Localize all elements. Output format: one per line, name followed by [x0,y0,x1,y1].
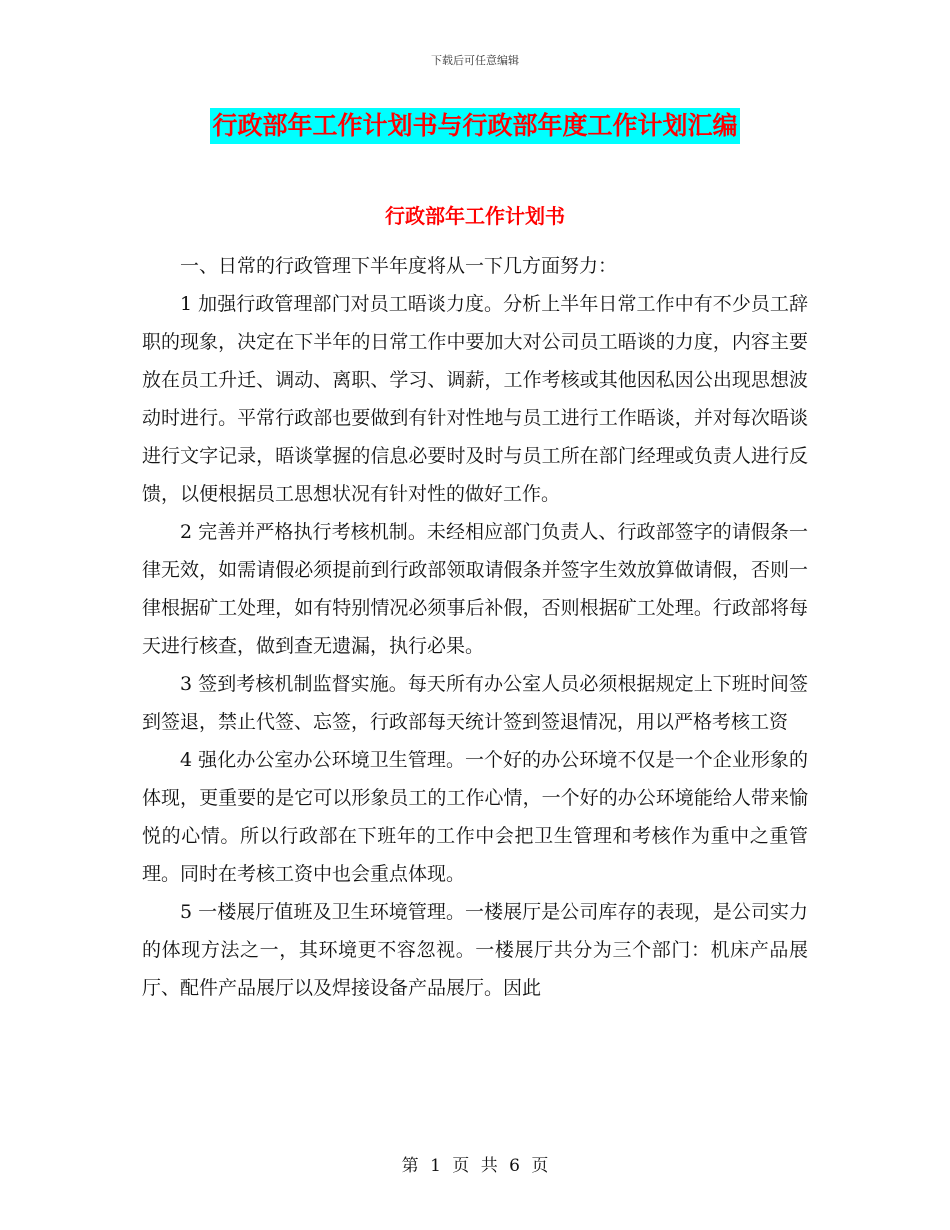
paragraph-item-3: 3 签到考核机制监督实施。每天所有办公室人员必须根据规定上下班时间签到签退，禁止代签、忘签，行政部每天统计签到签退情况，用以严格考核工资 [142,673,808,733]
paragraph-item-2: 2 完善并严格执行考核机制。未经相应部门负责人、行政部签字的请假条一律无效，如需请假必须提前到行政部领取请假条并签字生效放算做请假，否则一律根据矿工处理，如有特别情况必须事后补假，否则根据矿工处理。行政部将每天进行核查，做到查无遗漏，执行必果。 [142,521,808,657]
paragraph-item-5: 5 一楼展厅值班及卫生环境管理。一楼展厅是公司库存的表现，是公司实力的体现方法之一，其环境更不容忽视。一楼展厅共分为三个部门：机床产品展厅、配件产品展厅以及焊接设备产品展厅。因此 [142,901,808,999]
section-title: 行政部年工作计划书 [385,204,565,228]
document-body [142,247,808,1007]
main-title: 行政部年工作计划书与行政部年度工作计划汇编 [210,108,739,144]
paragraph-intro: 一、日常的行政管理下半年度将从一下几方面努力： [180,255,618,277]
main-title-container [0,108,950,144]
paragraph-item-4: 4 强化办公室办公环境卫生管理。一个好的办公环境不仅是一个企业形象的体现，更重要的是它可以形象员工的工作心情，一个好的办公环境能给人带来愉悦的心情。所以行政部在下班年的工作中会把卫生管理和考核作为重中之重管理。同时在考核工资中也会重点体现。 [142,749,808,885]
page-header-note: 下载后可任意编辑 [431,54,519,67]
page-number: 第 1 页 共 6 页 [401,1156,549,1176]
paragraph-item-1: 1 加强行政管理部门对员工晤谈力度。分析上半年日常工作中有不少员工辞职的现象，决定在下半年的日常工作中要加大对公司员工晤谈的力度，内容主要放在员工升迁、调动、离职、学习、调薪，工作考核或其他因私因公出现思想波动时进行。平常行政部也要做到有针对性地与员工进行工作晤谈，并对每次晤谈进行文字记录，晤谈掌握的信息必要时及时与员工所在部门经理或负责人进行反馈，以便根据员工思想状况有针对性的做好工作。 [142,293,808,505]
